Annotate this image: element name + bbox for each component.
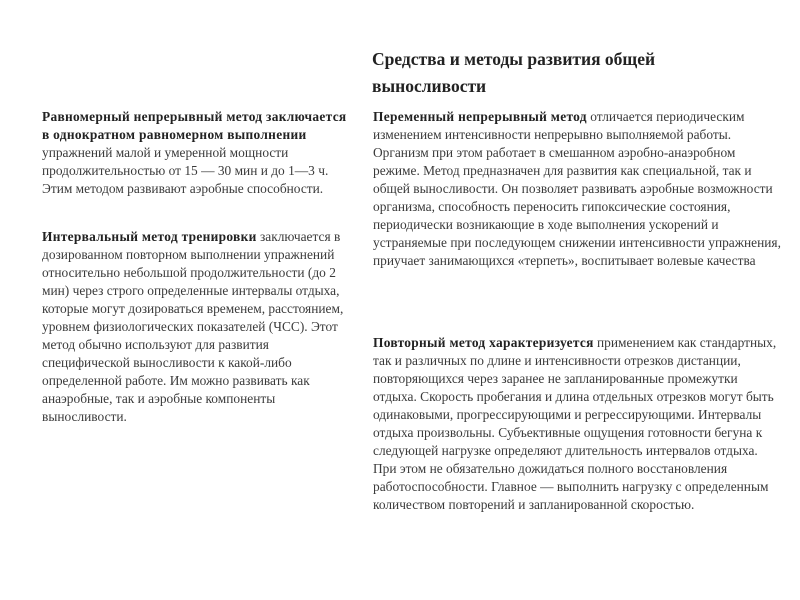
description: отличается периодическим изменением интенсивности непрерывно выполняемой работы. Организм при этом работает в смешанном аэробно-анаэробном режиме. Метод предназначен для развития как специальной, так и общей выносливости. Он позволяет развивать аэробные возможности организма, способность переносить гипоксические состояния, периодически возникающие в ходе выполнения ускорений и устраняемые при последующем снижении интенсивности упражнения, приучает занимающихся «терпеть», воспитывает волевые качества [373,109,781,268]
term: Равномерный непрерывный метод заключается в однократном равномерном выполнении [42,109,347,142]
slide-title: Средства и методы развития общей выносливости [372,49,656,96]
interval-method-paragraph [42,228,347,426]
term: Повторный метод характеризуется [373,335,594,350]
description: применением как стандартных, так и различных по длине и интенсивности отрезков дистанции, повторяющихся через заранее не запланированные промежутки отдыха. Скорость пробегания и длина отдельных отрезков могут быть одинаковыми, прогрессирующими и регрессирующими. Интервалы отдыха произвольны. Субъективные ощущения готовности бегуна к следующей нагрузке определяют длительность интервалов отдыха. При этом не обязательно дожидаться полного восстановления работоспособности. Главное — выполнить нагрузку с определенным количеством повторений и запланированной скоростью. [373,335,777,512]
repeated-method-paragraph [373,334,783,514]
uniform-method-paragraph [42,108,347,198]
term: Интервальный метод тренировки [42,229,257,244]
variable-method-paragraph [373,108,783,270]
term: Переменный непрерывный метод [373,109,587,124]
description: упражнений малой и умеренной мощности продолжительностью от 15 — 30 мин и до 1—3 ч. Этим методом развивают аэробные способности. [42,145,329,196]
description: заключается в дозированном повторном выполнении упражнений относительно небольшой продолжительности (до 2 мин) через строго определенные интервалы отдыха, которые могут дозироваться временем, расстоянием, уровнем физиологических показателей (ЧСС). Этот метод обычно используют для развития специфической выносливости к какой-либо определенной работе. Им можно развивать как анаэробные, так и аэробные компоненты выносливости. [42,229,344,424]
